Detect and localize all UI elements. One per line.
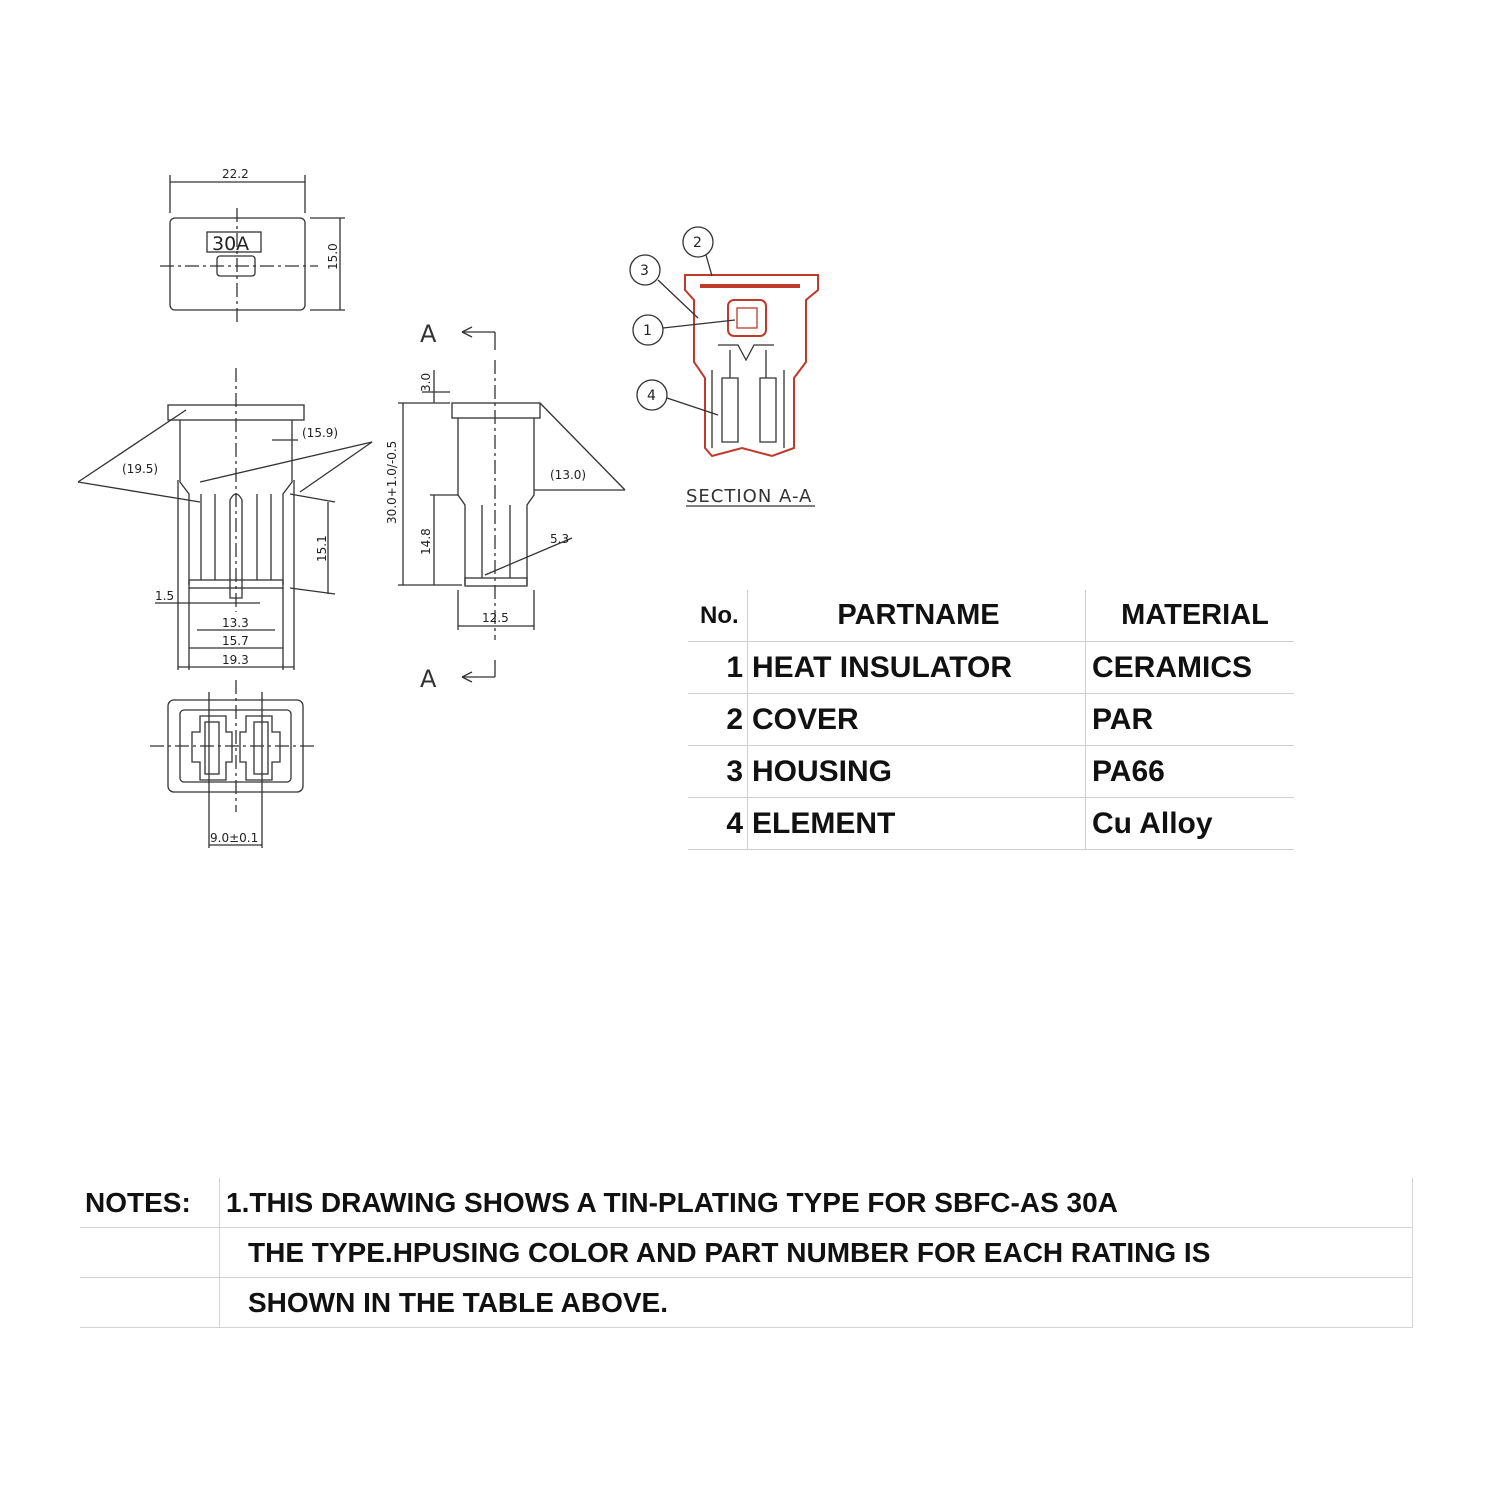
row-no: 3 [688, 746, 748, 798]
balloon-3: 3 [640, 263, 649, 279]
parts-table-header [688, 590, 1294, 642]
dim-top-width: 22.2 [222, 167, 249, 181]
dim-overall: 30.0+1.0/-0.5 [385, 440, 399, 524]
table-row [688, 694, 1294, 746]
dim-w3: 19.3 [222, 653, 249, 667]
dim-cap: 3.0 [419, 372, 433, 392]
section-title: SECTION A-A [686, 486, 813, 507]
row-no: 2 [688, 694, 748, 746]
rating-marking: 30A [212, 233, 250, 255]
bottom-view [150, 680, 318, 848]
header-no: No. [688, 590, 748, 642]
note-line-1: 1.THIS DRAWING SHOWS A TIN-PLATING TYPE FOR SBFC-AS 30A [220, 1178, 1413, 1228]
row-partname: HEAT INSULATOR [748, 642, 1086, 694]
header-partname: PARTNAME [748, 590, 1086, 642]
dim-chamfer: 5.3 [550, 532, 570, 546]
row-material: PA66 [1086, 746, 1295, 798]
table-row [688, 642, 1294, 694]
section-letter-top: A [420, 320, 437, 348]
dim-side-angle: (13.0) [550, 468, 587, 482]
notes-label-blank [80, 1278, 220, 1328]
notes-label: NOTES: [80, 1178, 220, 1228]
notes-label-blank [80, 1228, 220, 1278]
note-line-2: THE TYPE.HPUSING COLOR AND PART NUMBER FOR EACH RATING IS [220, 1228, 1413, 1278]
balloon-4: 4 [647, 388, 656, 404]
balloon-1: 1 [643, 323, 652, 339]
dim-bottom: 9.0±0.1 [210, 831, 259, 845]
dim-side-width: 12.5 [482, 611, 509, 625]
header-material: MATERIAL [1086, 590, 1295, 642]
row-material: Cu Alloy [1086, 798, 1295, 850]
section-a-a [630, 227, 818, 506]
notes-table [80, 1178, 1413, 1328]
table-row [688, 798, 1294, 850]
table-row [688, 746, 1294, 798]
dim-top-height: 15.0 [326, 243, 340, 270]
dim-tab-length: 14.8 [419, 528, 433, 555]
dim-w2: 15.7 [222, 634, 249, 648]
parts-table [688, 590, 1294, 850]
dim-w1: 13.3 [222, 616, 249, 630]
row-material: PAR [1086, 694, 1295, 746]
dim-angle-left: (19.5) [122, 462, 159, 476]
row-partname: COVER [748, 694, 1086, 746]
dim-slot-height: 15.1 [315, 535, 329, 562]
section-letter-bottom: A [420, 665, 437, 693]
row-no: 4 [688, 798, 748, 850]
balloon-2: 2 [693, 235, 702, 251]
row-material: CERAMICS [1086, 642, 1295, 694]
row-partname: ELEMENT [748, 798, 1086, 850]
dim-angle-right: (15.9) [302, 426, 339, 440]
note-line-3: SHOWN IN THE TABLE ABOVE. [220, 1278, 1413, 1328]
row-partname: HOUSING [748, 746, 1086, 798]
dim-slot-width: 1.5 [155, 589, 175, 603]
row-no: 1 [688, 642, 748, 694]
top-view [160, 175, 345, 322]
